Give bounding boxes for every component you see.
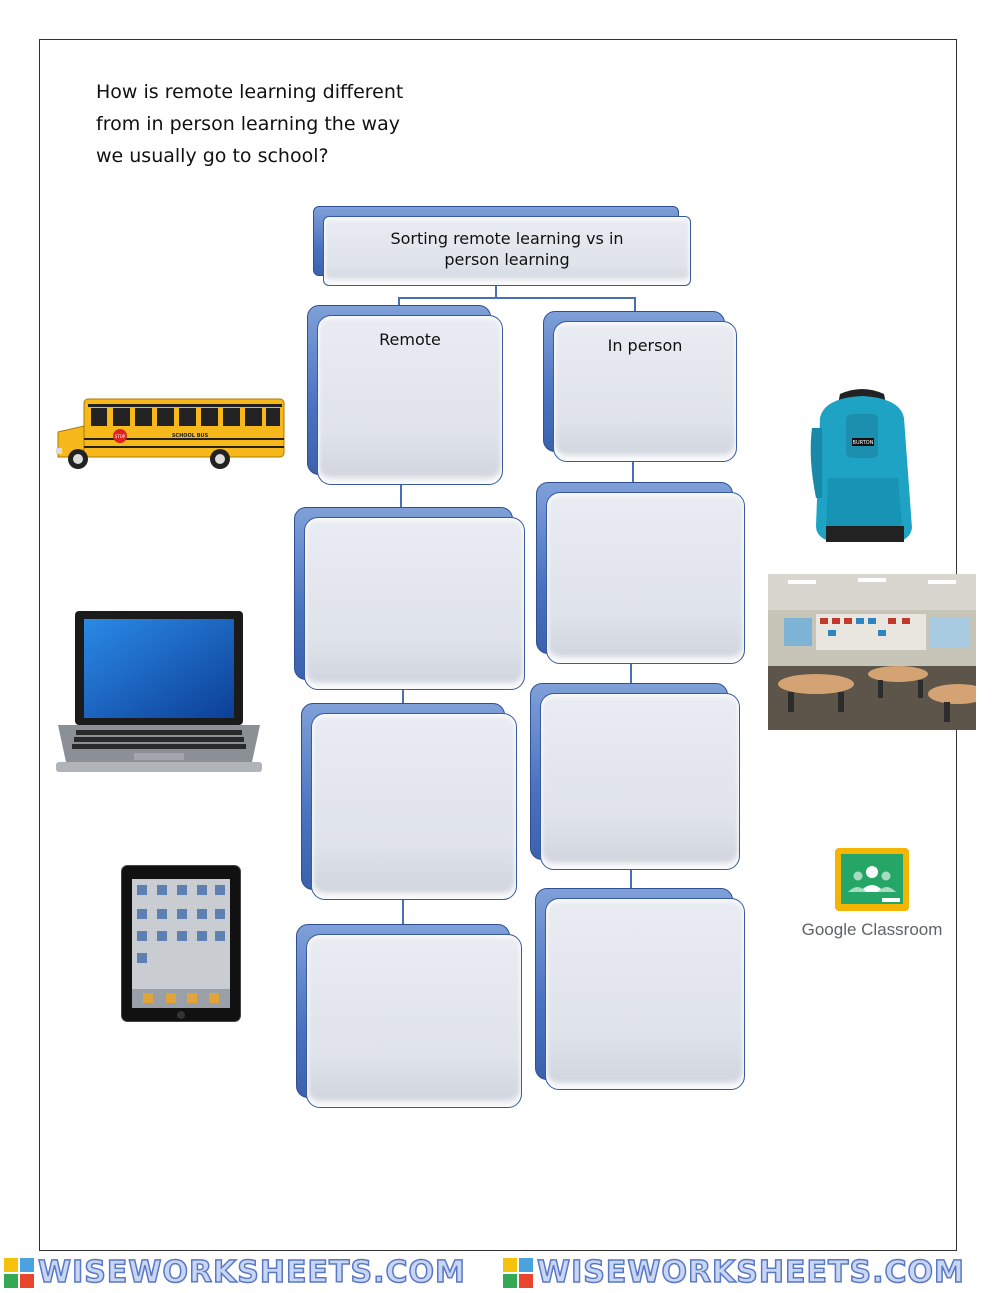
bus-label: SCHOOL BUS (171, 433, 209, 439)
in-person-drop-box[interactable] (530, 683, 740, 870)
in-person-drop-box[interactable] (535, 888, 745, 1090)
diagram-title: Sorting remote learning vs in person learning (390, 229, 624, 269)
connector (632, 460, 634, 482)
remote-drop-box[interactable] (301, 703, 517, 900)
diagram-title-box (313, 206, 691, 286)
connector (400, 484, 402, 508)
connector (402, 688, 404, 704)
connector (495, 284, 497, 298)
watermark-logo-icon (4, 1258, 34, 1288)
school-bus-icon[interactable] (54, 396, 286, 472)
bus-stop-sign: STOP (114, 434, 126, 439)
watermark-text: WISEWORKSHEETS.COM (537, 1255, 965, 1290)
watermark (0, 1256, 1000, 1291)
remote-header: Remote (379, 330, 441, 349)
connector (398, 297, 636, 299)
google-classroom-icon[interactable] (798, 848, 946, 944)
backpack-icon[interactable] (806, 388, 918, 546)
in-person-drop-box[interactable] (536, 482, 745, 664)
remote-header-box[interactable] (307, 305, 503, 485)
connector (634, 297, 636, 311)
connector (630, 662, 632, 684)
question-line: we usually go to school? (96, 145, 329, 167)
tablet-icon[interactable] (121, 865, 241, 1022)
watermark-logo-icon (503, 1258, 533, 1288)
connector (630, 868, 632, 890)
remote-drop-box[interactable] (296, 924, 522, 1108)
question-line: from in person learning the way (96, 113, 400, 135)
question-text (96, 76, 426, 172)
google-classroom-caption: Google Classroom (801, 920, 943, 939)
backpack-brand: BURTON (852, 440, 874, 446)
laptop-icon[interactable] (56, 610, 262, 774)
question-line: How is remote learning different (96, 81, 404, 103)
in-person-header-box[interactable] (543, 311, 737, 462)
in-person-header: In person (607, 336, 683, 355)
watermark-text: WISEWORKSHEETS.COM (38, 1255, 466, 1290)
remote-drop-box[interactable] (294, 507, 525, 690)
connector (402, 898, 404, 926)
classroom-photo[interactable] (768, 574, 976, 730)
